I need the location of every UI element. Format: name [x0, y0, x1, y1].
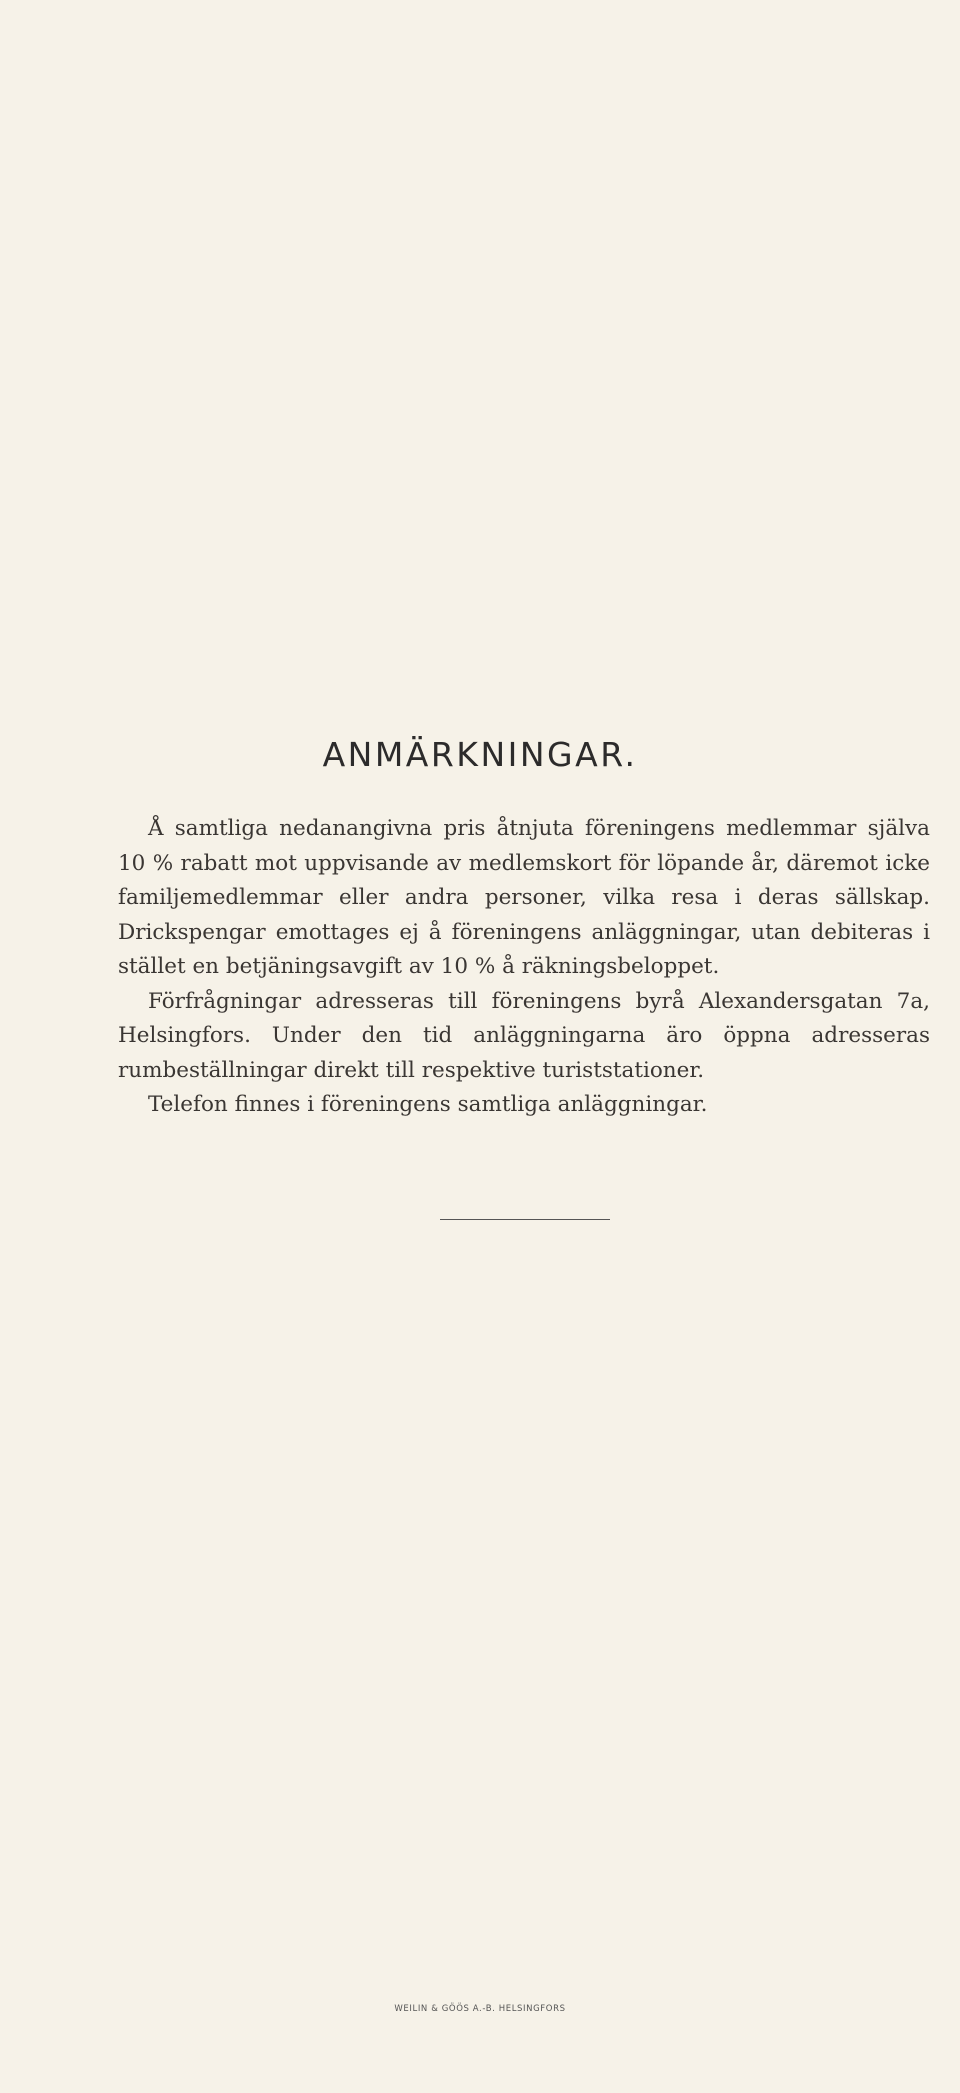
divider-rule [440, 1219, 610, 1220]
notes-text [118, 812, 930, 1123]
paragraph-telephone: Telefon finnes i föreningens samtliga anläggningar. [148, 1092, 708, 1117]
paragraph-inquiries: Förfrågningar adresseras till föreningens byrå Alexandersgatan 7a, Helsingfors. Under den tid anläggningarna äro öppna adresseras rumbeställningar direkt till respektive turiststationer. [118, 988, 930, 1083]
printer-imprint: WEILIN & GÖÖS A.-B. HELSINGFORS [394, 2004, 566, 2014]
paragraph-discount: Å samtliga nedanangivna pris åtnjuta föreningens medlemmar själva 10 % rabatt mot uppvisande av medlemskort för löpande år, däremot icke familjemedlemmar eller andra personer, vilka resa i deras sällskap. Drickspengar emottages ej å föreningens anläggningar, utan debiteras i stället en betjäningsavgift av 10 % å räkningsbeloppet. [118, 816, 930, 979]
page-title: ANMÄRKNINGAR. [322, 735, 638, 774]
